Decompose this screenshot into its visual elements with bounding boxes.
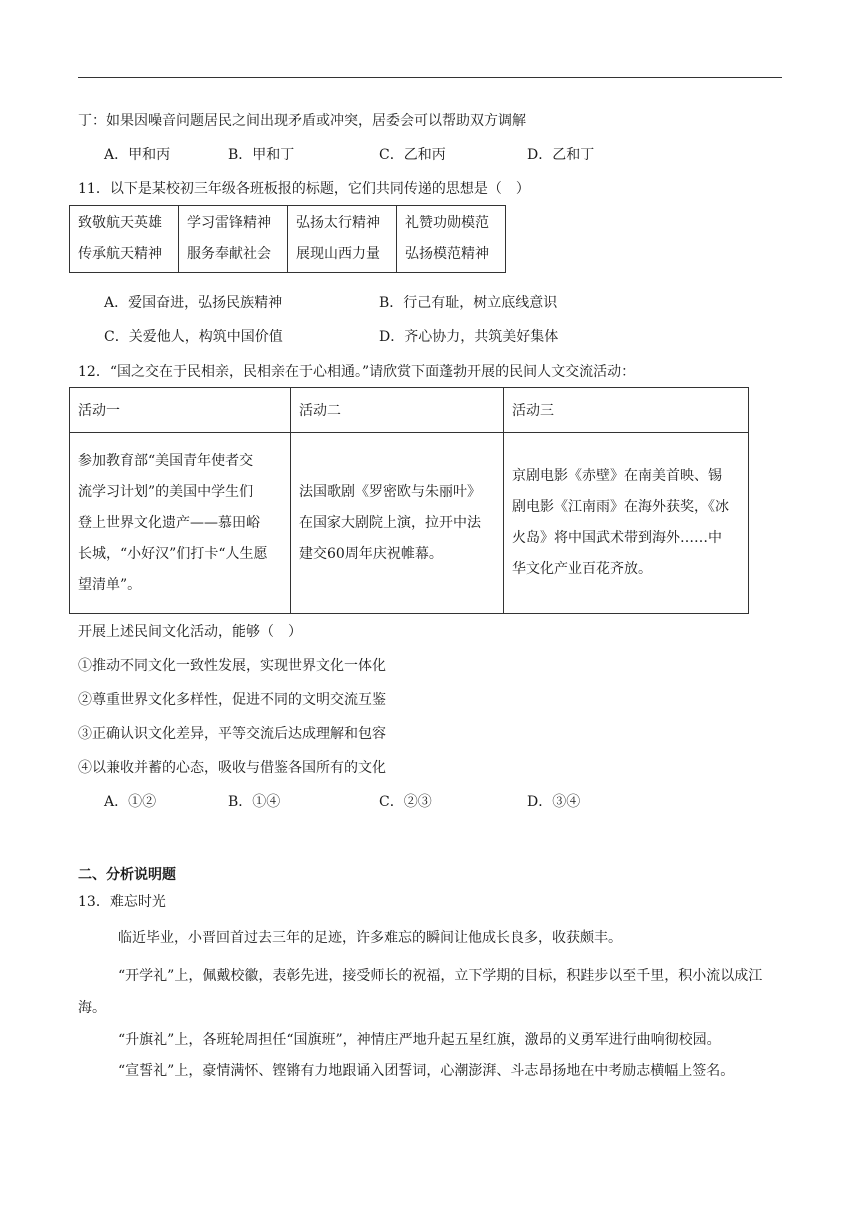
q10-option-a[interactable]: A．甲和丙 bbox=[104, 147, 171, 163]
activity-body bbox=[291, 433, 504, 614]
activity-line: 登上世界文化遗产——慕田峪 bbox=[78, 514, 260, 531]
header-rule bbox=[78, 77, 782, 78]
q12-item: ②尊重世界文化多样性，促进不同的文明交流互鉴 bbox=[78, 692, 386, 708]
q12-item: ③正确认识文化差异，平等交流后达成理解和包容 bbox=[78, 726, 386, 742]
q12-option-d[interactable]: D．③④ bbox=[527, 794, 581, 810]
activity-header: 活动二 bbox=[291, 388, 504, 433]
q10-options bbox=[104, 145, 704, 165]
activity-line: 华文化产业百花齐放。 bbox=[512, 561, 652, 577]
board-line: 弘扬模范精神 bbox=[405, 246, 489, 262]
activity-header: 活动三 bbox=[504, 388, 749, 433]
q12-option-a[interactable]: A．①② bbox=[104, 794, 157, 810]
activity-line: 在国家大剧院上演，拉开中法 bbox=[299, 514, 481, 531]
activity-body bbox=[504, 433, 749, 614]
activity-line: 望清单”。 bbox=[78, 576, 142, 593]
q11-options-row1 bbox=[104, 293, 704, 313]
q11-board-table bbox=[69, 205, 506, 273]
q12-question: 开展上述民间文化活动，能够（ ） bbox=[78, 624, 302, 640]
q11-options-row2 bbox=[104, 327, 704, 347]
q13-paragraph: “升旗礼”上，各班轮周担任“国旗班”，神情庄严地升起五星红旗，激昂的义勇军进行曲响彻校园。 bbox=[118, 1032, 721, 1048]
board-line: 致敬航天英雄 bbox=[78, 215, 162, 231]
q12-options bbox=[104, 792, 704, 812]
board-line: 学习雷锋精神 bbox=[187, 215, 271, 231]
activity-line: 长城，“小好汉”们打卡“人生愿 bbox=[78, 545, 268, 562]
section-heading: 二、分析说明题 bbox=[78, 867, 176, 883]
q12-stem: 12．“国之交在于民相亲，民相亲在于心相通。”请欣赏下面蓬勃开展的民间人文交流活动： bbox=[78, 364, 636, 380]
board-line: 弘扬太行精神 bbox=[296, 215, 380, 231]
q10-option-c[interactable]: C．乙和丙 bbox=[379, 147, 446, 163]
board-line: 展现山西力量 bbox=[296, 246, 380, 262]
q11-option-d[interactable]: D．齐心协力，共筑美好集体 bbox=[379, 329, 559, 345]
q11-option-b[interactable]: B．行己有耻，树立底线意识 bbox=[379, 295, 558, 311]
q10-item-ding: 丁：如果因噪音问题居民之间出现矛盾或冲突，居委会可以帮助双方调解 bbox=[78, 113, 526, 129]
q12-option-b[interactable]: B．①④ bbox=[228, 794, 281, 810]
q12-activity-table bbox=[69, 387, 749, 614]
q12-item: ④以兼收并蓄的心态，吸收与借鉴各国所有的文化 bbox=[78, 760, 386, 776]
q13-paragraph: 临近毕业，小晋回首过去三年的足迹，许多难忘的瞬间让他成长良多，收获颇丰。 bbox=[118, 930, 622, 946]
board-line: 服务奉献社会 bbox=[187, 246, 271, 262]
q10-option-b[interactable]: B．甲和丁 bbox=[228, 147, 295, 163]
activity-line: 法国歌剧《罗密欧与朱丽叶》 bbox=[299, 483, 481, 500]
activity-line: 流学习计划”的美国中学生们 bbox=[78, 483, 254, 500]
activity-line: 火岛》将中国武术带到海外……中 bbox=[512, 530, 722, 546]
q13-paragraph: “开学礼”上，佩戴校徽，表彰先进，接受师长的祝福，立下学期的目标，积跬步以至千里，积小流以成江海。 bbox=[78, 968, 763, 1016]
q11-stem: 11．以下是某校初三年级各班板报的标题，它们共同传递的思想是（ ） bbox=[78, 181, 530, 197]
activity-line: 京剧电影《赤壁》在南美首映、锡 bbox=[512, 468, 722, 484]
q13-title: 13．难忘时光 bbox=[78, 894, 166, 910]
activity-line: 剧电影《江南雨》在海外获奖，《冰 bbox=[512, 499, 729, 515]
board-cell bbox=[288, 206, 397, 273]
q12-option-c[interactable]: C．②③ bbox=[379, 794, 432, 810]
board-cell bbox=[70, 206, 179, 273]
q13-paragraph: “宣誓礼”上，豪情满怀、铿锵有力地跟诵入团誓词，心潮澎湃、斗志昂扬地在中考励志横幅上签名。 bbox=[118, 1063, 735, 1079]
q10-option-d[interactable]: D．乙和丁 bbox=[527, 147, 595, 163]
q11-option-a[interactable]: A．爱国奋进，弘扬民族精神 bbox=[104, 295, 283, 311]
board-cell bbox=[179, 206, 288, 273]
q12-item: ①推动不同文化一致性发展，实现世界文化一体化 bbox=[78, 658, 386, 674]
board-line: 传承航天精神 bbox=[78, 246, 162, 262]
q11-option-c[interactable]: C．关爱他人，构筑中国价值 bbox=[104, 329, 283, 345]
activity-line: 参加教育部“美国青年使者交 bbox=[78, 452, 254, 469]
activity-body bbox=[70, 433, 291, 614]
activity-line: 建交60周年庆祝帷幕。 bbox=[299, 545, 443, 562]
activity-header: 活动一 bbox=[70, 388, 291, 433]
board-cell bbox=[397, 206, 506, 273]
board-line: 礼赞功勋模范 bbox=[405, 215, 489, 231]
